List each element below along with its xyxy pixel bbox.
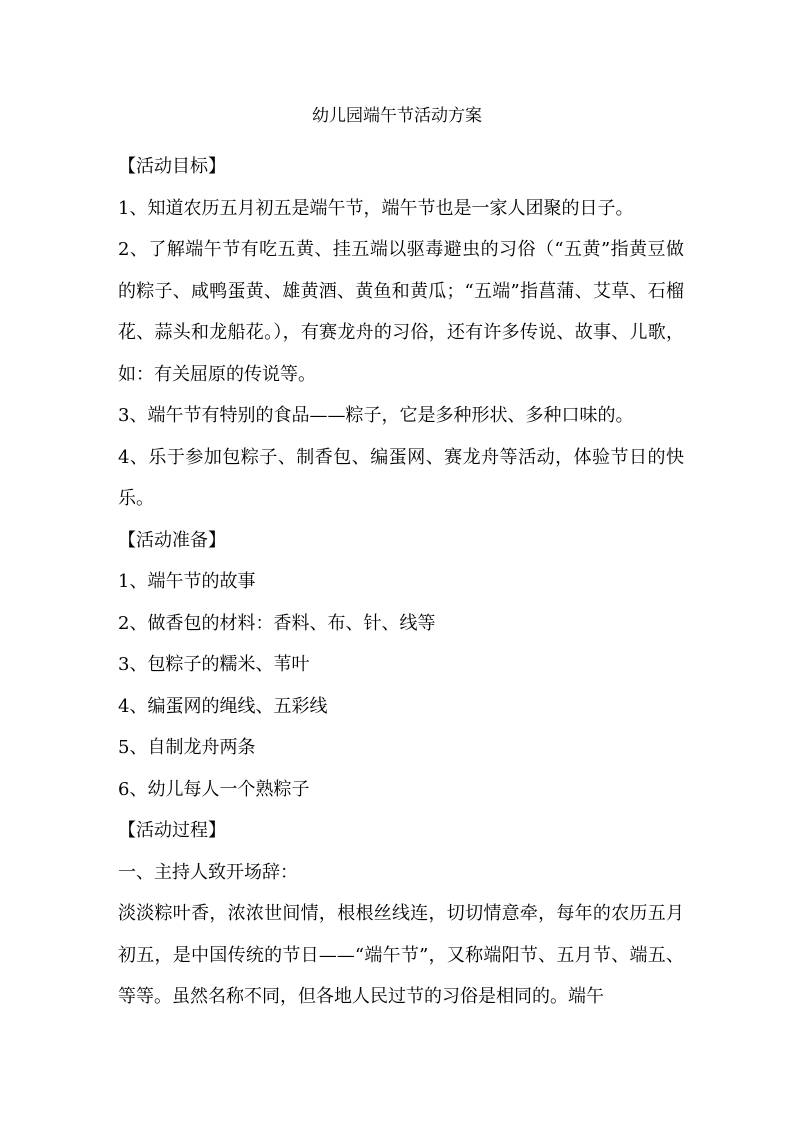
paragraph: 2、了解端午节有吃五黄、挂五端以驱毒避虫的习俗（“五黄”指黄豆做的粽子、咸鸭蛋黄、雄黄酒、黄鱼和黄瓜；“五端”指菖蒲、艾草、石榴花、蒜头和龙船花。），有赛龙舟的习俗，还有许多传说、故事、儿歌，如：有关屈原的传说等。 <box>118 239 684 385</box>
paragraph: 一、主持人致开场辞： <box>118 861 298 883</box>
list-item: 5、自制龙舟两条 <box>118 737 256 758</box>
document-title: 幼儿园端午节活动方案 <box>312 106 482 126</box>
list-item: 1、端午节的故事 <box>118 571 256 592</box>
paragraph: 淡淡粽叶香，浓浓世间情，根根丝线连，切切情意牵，每年的农历五月初五，是中国传统的节日——“端午节”，又称端阳节、五月节、端五、等等。虽然名称不同，但各地人民过节的习俗是相同的。端午 <box>118 903 684 1007</box>
list-item: 2、做香包的材料：香料、布、针、线等 <box>118 612 436 634</box>
list-item: 4、编蛋网的绳线、五彩线 <box>118 695 328 717</box>
section-heading-process: 【活动过程】 <box>118 820 226 841</box>
section-heading-preparation: 【活动准备】 <box>118 529 226 551</box>
list-item: 6、幼儿每人一个熟粽子 <box>118 778 310 800</box>
section-heading-goals: 【活动目标】 <box>118 156 226 177</box>
document-body <box>118 146 684 1018</box>
paragraph: 3、端午节有特别的食品——粽子，它是多种形状、多种口味的。 <box>118 405 634 426</box>
list-item: 3、包粽子的糯米、苇叶 <box>118 654 310 675</box>
paragraph: 4、乐于参加包粽子、制香包、编蛋网、赛龙舟等活动，体验节日的快乐。 <box>118 446 684 509</box>
paragraph: 1、知道农历五月初五是端午节，端午节也是一家人团聚的日子。 <box>118 197 634 219</box>
